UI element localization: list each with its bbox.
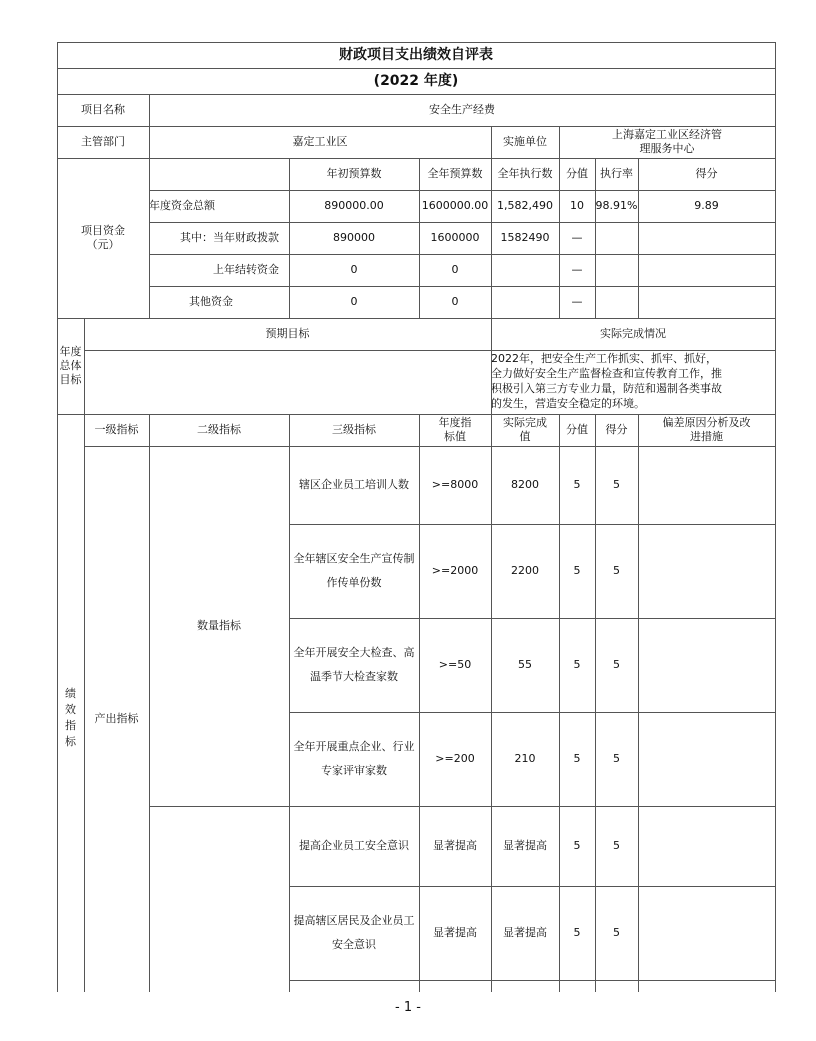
funds-header-annual: 全年预算数 xyxy=(427,167,483,180)
ind-row-target: >=2000 xyxy=(431,564,479,577)
ind-header-value: 分值 xyxy=(566,423,588,436)
funds-row-annual: 0 xyxy=(451,263,459,276)
project-name-label: 项目名称 xyxy=(81,103,125,116)
funds-row-annual: 0 xyxy=(451,295,459,308)
ind-row-actual: 显著提高 xyxy=(503,839,547,852)
funds-row-rate: 98.91% xyxy=(595,199,638,212)
funds-row-executed: 1582490 xyxy=(500,231,550,244)
goals-expected-text xyxy=(84,350,491,414)
form-title: 财政项目支出绩效自评表 xyxy=(339,47,493,63)
funds-row-initial: 890000 xyxy=(333,231,375,244)
ind-row-value: 5 xyxy=(573,564,581,577)
ind-row-target: >=50 xyxy=(438,658,472,671)
funds-row-annual: 1600000 xyxy=(430,231,480,244)
ind-row-actual: 2200 xyxy=(511,564,539,577)
ind-row-score: 5 xyxy=(613,752,620,765)
goals-expected-label: 预期目标 xyxy=(265,327,310,340)
ind-row-actual: 210 xyxy=(514,752,536,765)
ind-level2: 数量指标 xyxy=(197,619,241,632)
funds-row-name: 其他资金 xyxy=(189,295,233,308)
ind-row-score: 5 xyxy=(613,839,620,852)
impl-value: 上海嘉定工业区经济管理服务中心 xyxy=(612,128,722,155)
ind-row-target: >=200 xyxy=(435,752,475,765)
ind-row-name: 全年开展重点企业、行业专家评审家数 xyxy=(293,740,415,777)
funds-header-rate: 执行率 xyxy=(600,167,633,180)
indicators-label-cell xyxy=(57,414,84,992)
ind-row-score: 5 xyxy=(613,564,620,577)
ind-row-score: 5 xyxy=(613,926,620,939)
ind-row-name: 提高企业员工安全意识 xyxy=(299,839,409,852)
ind-row-name: 全年辖区安全生产宣传制作传单份数 xyxy=(293,552,415,589)
funds-header-executed: 全年执行数 xyxy=(497,167,553,180)
indicators-label: 绩效指标 xyxy=(65,687,76,748)
ind-row-actual: 显著提高 xyxy=(503,926,547,939)
ind-level1: 产出指标 xyxy=(94,712,139,725)
form-year: (2022 年度) xyxy=(373,73,459,89)
funds-header-score: 得分 xyxy=(695,167,718,180)
funds-row-score-value: — xyxy=(571,231,583,244)
ind-header-level2: 二级指标 xyxy=(197,423,241,436)
funds-row-initial: 0 xyxy=(350,295,358,308)
funds-row-name: 其中：当年财政拨款 xyxy=(180,231,279,244)
funds-row-initial: 890000.00 xyxy=(324,199,384,212)
impl-label: 实施单位 xyxy=(503,135,547,148)
funds-header-initial: 年初预算数 xyxy=(326,167,382,180)
ind-header-score: 得分 xyxy=(605,423,628,436)
ind-row-target: >=8000 xyxy=(431,478,479,491)
funds-row-name: 年度资金总额 xyxy=(149,199,215,212)
goals-actual-label: 实际完成情况 xyxy=(600,327,666,340)
funds-row-initial: 0 xyxy=(350,263,358,276)
ind-row-value: 5 xyxy=(573,658,581,671)
ind-row-target: 显著提高 xyxy=(433,926,477,939)
ind-header-level1: 一级指标 xyxy=(94,423,139,436)
ind-row-value: 5 xyxy=(573,839,581,852)
ind-row-actual: 8200 xyxy=(511,478,539,491)
ind-row-score: 5 xyxy=(613,478,620,491)
funds-row-score-value: — xyxy=(571,295,583,308)
funds-row-annual: 1600000.00 xyxy=(421,199,489,212)
ind-row-score: 5 xyxy=(613,658,620,671)
funds-row-score-value: 10 xyxy=(570,199,584,212)
goals-actual-text: 2022年，把安全生产工作抓实、抓牢、抓好，全力做好安全生产监督检查和宣传教育工作，推积极引入第三方专业力量，防范和遏制各类事故的发生，营造安全稳定的环境。 xyxy=(491,352,722,410)
ind-row-target: 显著提高 xyxy=(433,839,477,852)
project-name-value: 安全生产经费 xyxy=(429,103,495,116)
goals-label: 年度总体目标 xyxy=(59,345,82,386)
ind-header-actual: 实际完成值 xyxy=(503,416,547,443)
ind-header-level3: 三级指标 xyxy=(332,423,376,436)
funds-row-score: 9.89 xyxy=(694,199,719,212)
ind-row-value: 5 xyxy=(573,478,581,491)
ind-row-name: 提高辖区居民及企业员工安全意识 xyxy=(293,914,415,951)
funds-row-score-value: — xyxy=(571,263,583,276)
ind-row-value: 5 xyxy=(573,752,581,765)
funds-header-score-value: 分值 xyxy=(566,167,588,180)
ind-row-name: 全年开展安全大检查、高温季节大检查家数 xyxy=(293,646,415,683)
funds-row-executed: 1,582,490 xyxy=(497,199,553,212)
funds-label: 项目资金（元） xyxy=(81,224,125,251)
funds-row-name: 上年结转资金 xyxy=(213,263,279,276)
ind-header-note: 偏差原因分析及改进措施 xyxy=(662,416,751,443)
ind-row-actual: 55 xyxy=(518,658,532,671)
dept-label: 主管部门 xyxy=(81,135,125,148)
ind-row-name: 辖区企业员工培训人数 xyxy=(299,478,409,491)
ind-header-target: 年度指标值 xyxy=(438,416,472,443)
ind-row-value: 5 xyxy=(573,926,581,939)
dept-value: 嘉定工业区 xyxy=(292,135,348,148)
page-number: - 1 - xyxy=(395,1000,421,1015)
